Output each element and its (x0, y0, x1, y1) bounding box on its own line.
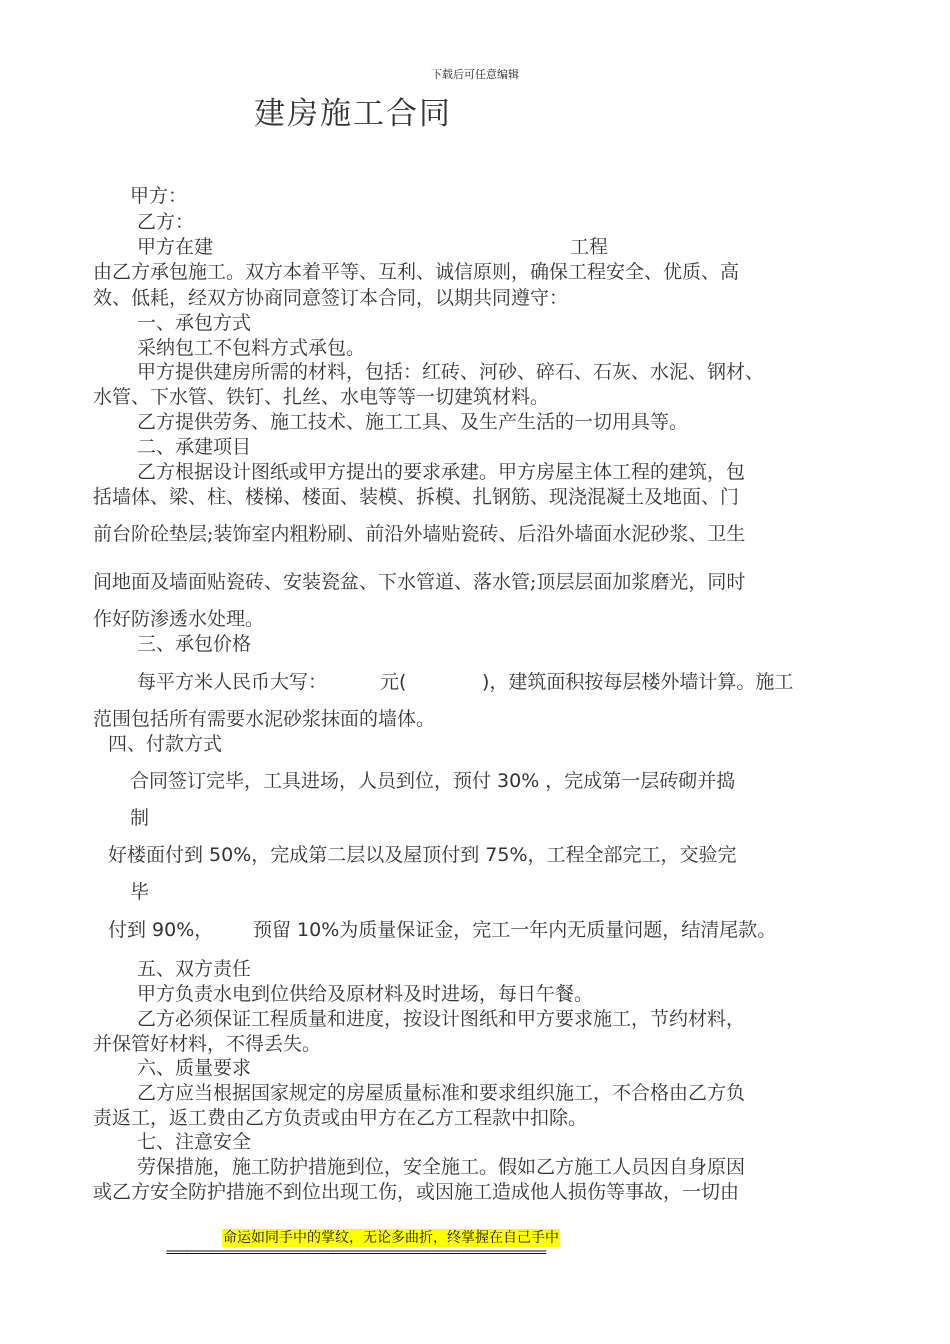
section-1-para-3: 乙方提供劳务、施工技术、施工工具、及生产生活的一切用具等。 (137, 411, 689, 433)
section-4-line-4: 毕 (130, 881, 150, 903)
section-2-line-5: 作好防渗透水处理。 (93, 608, 265, 630)
section-1-para-2-line-2: 水管、下水管、铁钉、扎丝、水电等等一切建筑材料。 (93, 386, 550, 408)
section-4-line-5a: 付到 90%， (108, 919, 214, 941)
section-6-heading: 六、质量要求 (137, 1057, 252, 1079)
top-note: 下载后可任意编辑 (431, 68, 519, 81)
party-a-label: 甲方： (130, 185, 188, 207)
section-3-line-1c: )，建筑面积按每层楼外墙计算。施工 (482, 671, 794, 693)
section-5-line-3: 并保管好材料，不得丢失。 (93, 1033, 322, 1055)
party-b-label: 乙方： (137, 211, 195, 233)
footer-rule: =============================================================== (166, 1245, 546, 1259)
intro-start: 甲方在建 (137, 236, 214, 258)
section-3-heading: 三、承包价格 (137, 633, 252, 655)
section-6-line-2: 责返工，返工费由乙方负责或由甲方在乙方工程款中扣除。 (93, 1107, 588, 1129)
section-1-para-1: 采纳包工不包料方式承包。 (137, 337, 366, 359)
section-4-heading: 四、付款方式 (108, 733, 223, 755)
section-4-line-2: 制 (130, 807, 150, 829)
section-3-line-1a: 每平方米人民币大写： (137, 671, 328, 693)
intro-line-2: 由乙方承包施工。双方本着平等、互利、诚信原则，确保工程安全、优质、高 (93, 261, 740, 283)
intro-line-3: 效、低耗，经双方协商同意签订本合同，以期共同遵守： (93, 287, 569, 309)
section-2-line-1: 乙方根据设计图纸或甲方提出的要求承建。甲方房屋主体工程的建筑，包 (137, 461, 746, 483)
section-3-line-1b: 元( (380, 671, 407, 693)
section-7-heading: 七、注意安全 (137, 1131, 252, 1153)
footer-motto: 命运如同手中的掌纹，无论多曲折，终掌握在自己手中 (223, 1230, 559, 1246)
document-title: 建房施工合同 (254, 96, 452, 132)
section-5-heading: 五、双方责任 (137, 958, 252, 980)
section-3-line-2: 范围包括所有需要水泥砂浆抹面的墙体。 (93, 708, 436, 730)
section-4-line-3: 好楼面付到 50%，完成第二层以及屋顶付到 75%，工程全部完工，交验完 (108, 844, 737, 866)
section-2-heading: 二、承建项目 (137, 436, 252, 458)
section-2-line-2: 括墙体、梁、柱、楼梯、楼面、装模、拆模、扎钢筋、现浇混凝土及地面、门 (93, 486, 740, 508)
section-2-line-4: 间地面及墙面贴瓷砖、安装瓷盆、下水管道、落水管;顶层层面加浆磨光，同时 (93, 571, 746, 593)
section-4-line-5b: 预留 10%为质量保证金，完工一年内无质量问题，结清尾款。 (253, 919, 777, 941)
section-5-line-1: 甲方负责水电到位供给及原材料及时进场，每日午餐。 (137, 983, 594, 1005)
section-7-line-1: 劳保措施，施工防护措施到位，安全施工。假如乙方施工人员因自身原因 (137, 1156, 746, 1178)
intro-project: 工程 (570, 236, 609, 258)
section-6-line-1: 乙方应当根据国家规定的房屋质量标准和要求组织施工，不合格由乙方负 (137, 1082, 746, 1104)
section-4-line-1: 合同签订完毕，工具进场，人员到位，预付 30% ，完成第一层砖砌并捣 (130, 770, 736, 792)
section-1-para-2-line-1: 甲方提供建房所需的材料，包括：红砖、河砂、碎石、石灰、水泥、钢材、 (137, 361, 765, 383)
section-1-heading: 一、承包方式 (137, 312, 252, 334)
section-5-line-2: 乙方必须保证工程质量和进度，按设计图纸和甲方要求施工，节约材料， (137, 1008, 746, 1030)
section-2-line-3: 前台阶砼垫层;装饰室内粗粉刷、前沿外墙贴瓷砖、后沿外墙面水泥砂浆、卫生 (93, 523, 746, 545)
section-7-line-2: 或乙方安全防护措施不到位出现工伤，或因施工造成他人损伤等事故，一切由 (93, 1181, 740, 1203)
